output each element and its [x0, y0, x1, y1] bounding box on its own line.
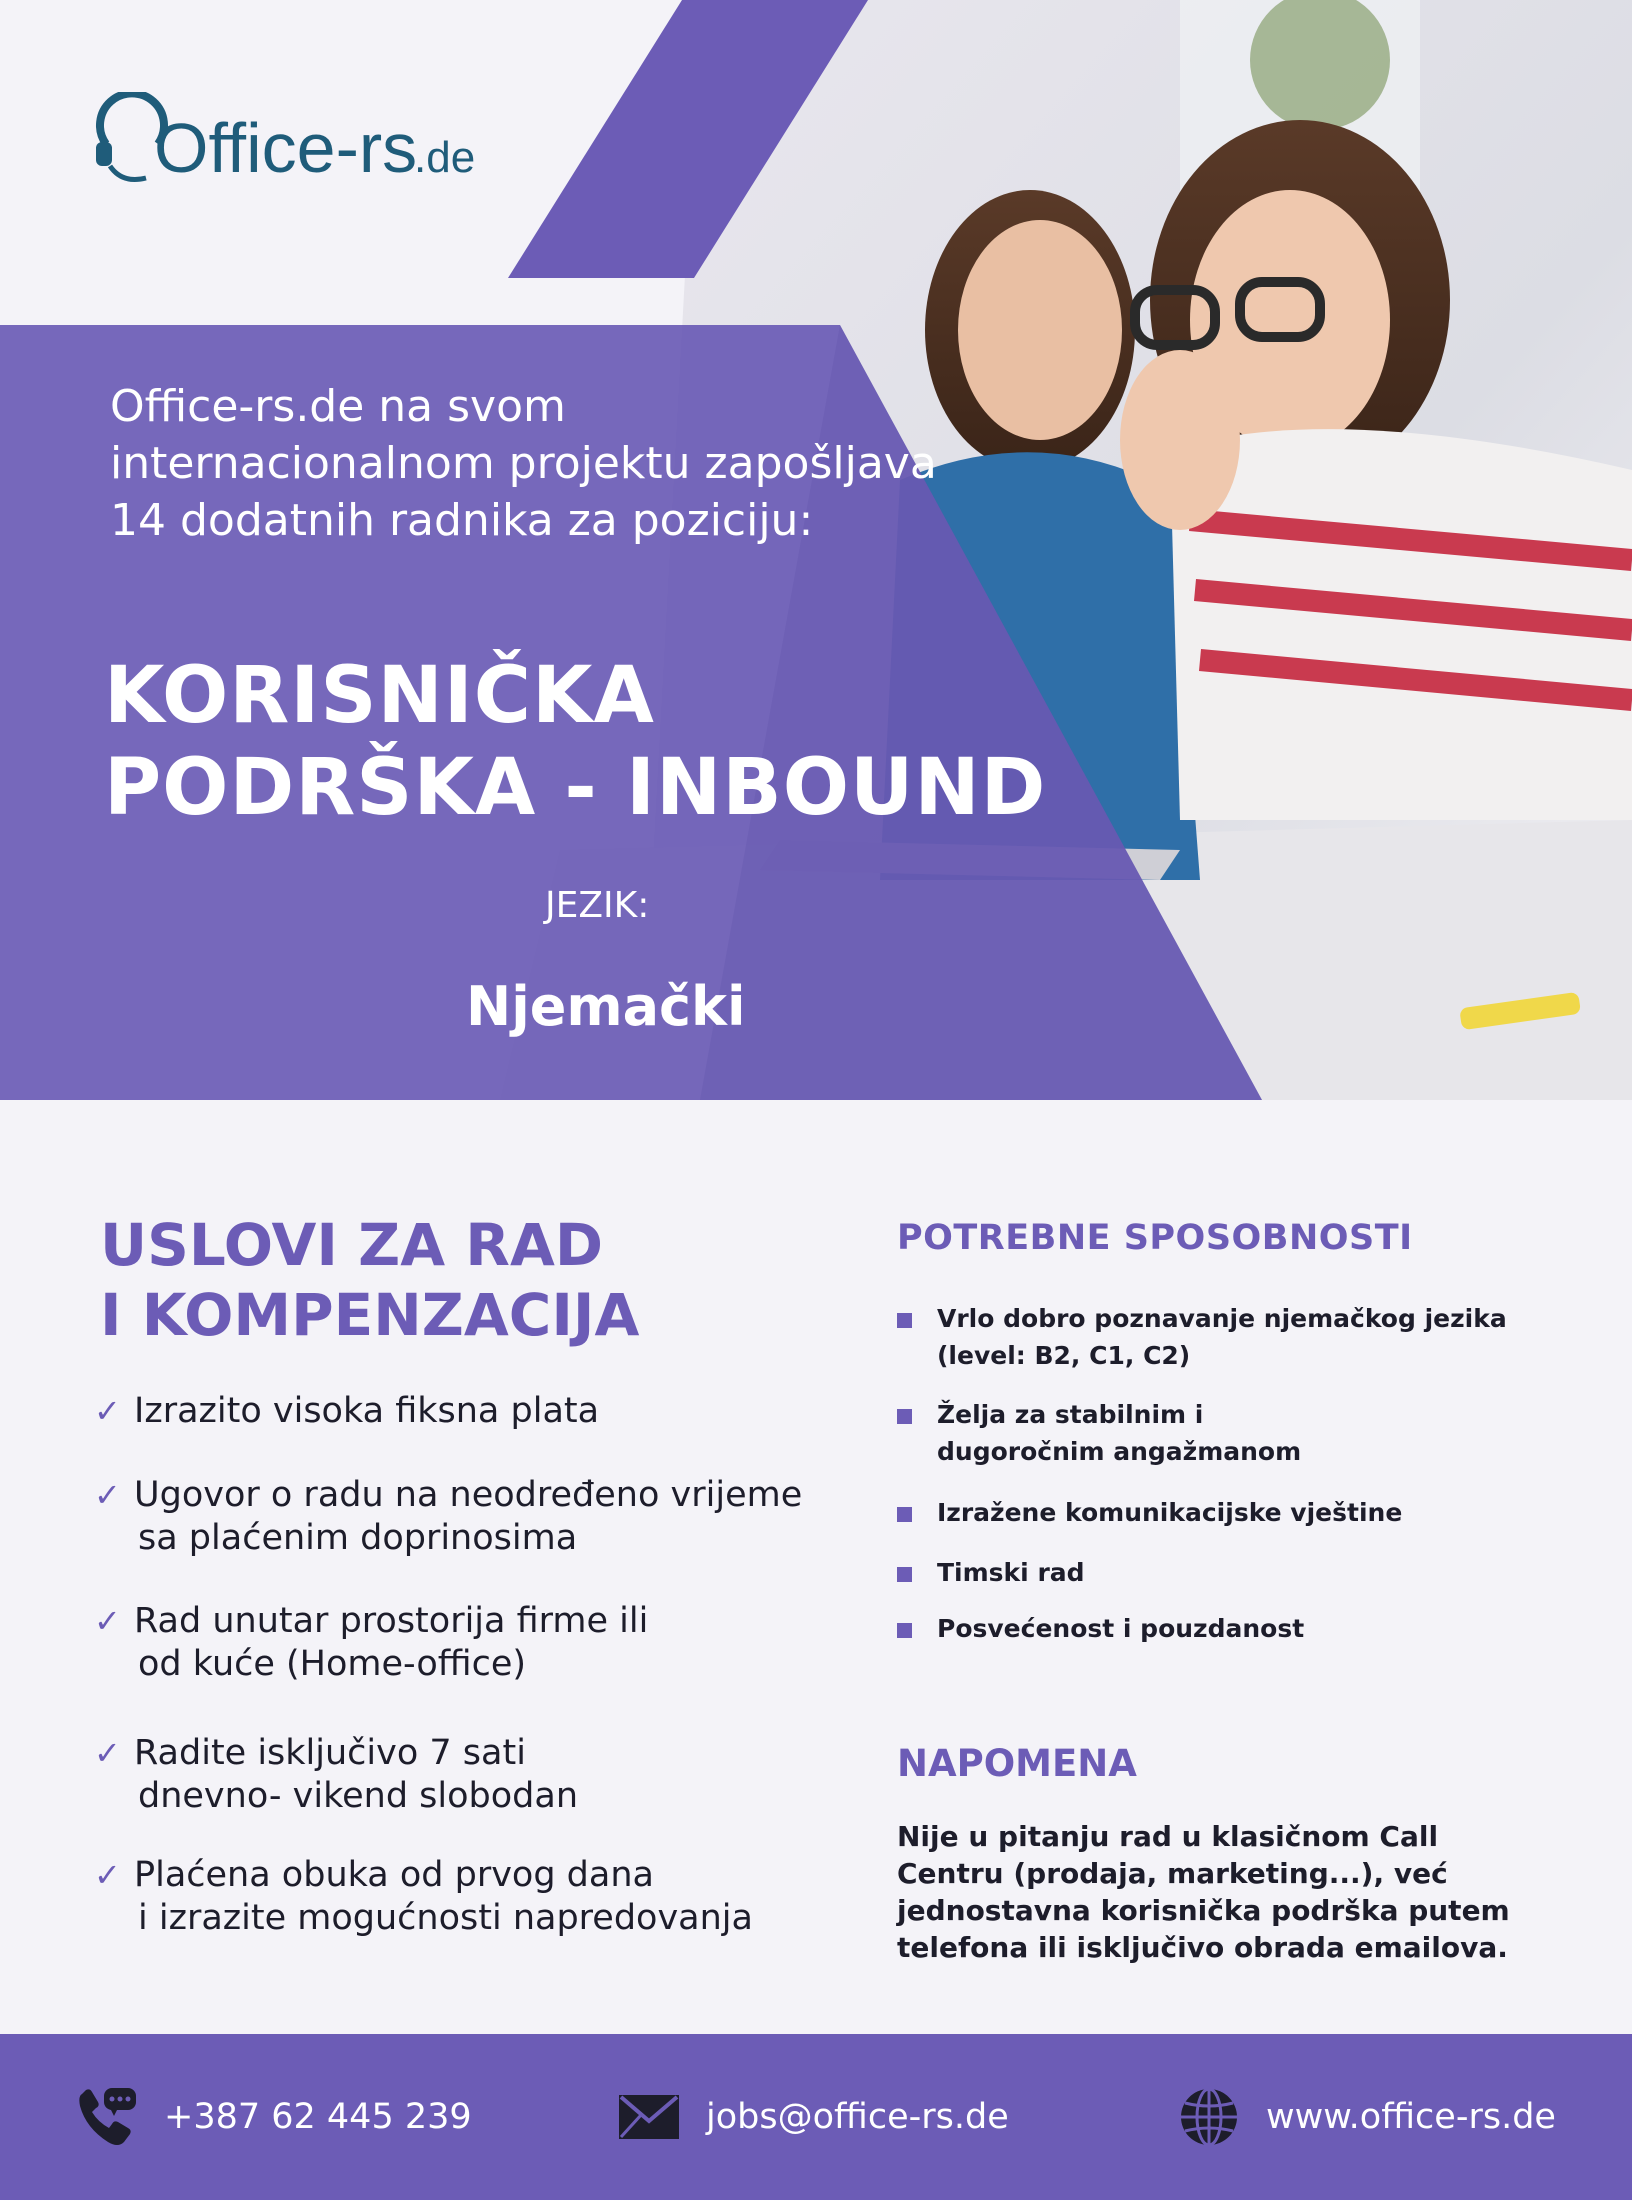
logo-suffix: .de: [414, 133, 476, 182]
condition-text: Plaćena obuka od prvog dana: [134, 1855, 654, 1895]
condition-text: Izrazito visoka fiksna plata: [134, 1391, 600, 1431]
condition-text: Radite isključivo 7 sati: [134, 1733, 526, 1773]
phone-chat-icon: [74, 2084, 140, 2150]
skill-text: Vrlo dobro poznavanje njemačkog jezika: [937, 1304, 1507, 1333]
skill-item: [897, 1396, 1537, 1470]
job-title-line2: PODRŠKA - INBOUND: [104, 743, 1047, 833]
condition-item: [94, 1600, 894, 1686]
square-bullet-icon: [897, 1567, 912, 1582]
condition-text-cont: sa plaćenim doprinosima: [138, 1518, 578, 1558]
skill-text-cont: (level: B2, C1, C2): [937, 1341, 1191, 1370]
condition-text-cont: od kuće (Home-office): [138, 1644, 527, 1684]
skill-text: Timski rad: [937, 1558, 1085, 1587]
skill-text: Izražene komunikacijske vještine: [937, 1498, 1403, 1527]
skill-item: [897, 1494, 1537, 1531]
note-text: Nije u pitanju rad u klasičnom Call Centru (prodaja, marketing...), već jednostavna korisnička podrška putem telefona ili isključivo obrada emailova.: [897, 1820, 1510, 1964]
skill-item: [897, 1300, 1537, 1374]
conditions-heading: [100, 1210, 860, 1350]
contact-email[interactable]: [616, 2034, 1009, 2200]
check-icon: ✓: [94, 1602, 121, 1640]
square-bullet-icon: [897, 1623, 912, 1638]
office-rs-logo: [92, 92, 512, 192]
check-icon: ✓: [94, 1392, 121, 1430]
phone-number: +387 62 445 239: [164, 2097, 472, 2137]
skill-item: [897, 1610, 1537, 1647]
skills-heading: POTREBNE SPOSOBNOSTI: [897, 1218, 1413, 1258]
website-url: www.office-rs.de: [1266, 2097, 1556, 2137]
job-title-line1: KORISNIČKA: [104, 651, 655, 741]
conditions-heading-line1: USLOVI ZA RAD: [100, 1211, 603, 1279]
square-bullet-icon: [897, 1409, 912, 1424]
intro-text: Office-rs.de na svom internacionalnom projektu zapošljava 14 dodatnih radnika za poziciju:: [110, 381, 937, 546]
logo-mark: [92, 92, 512, 192]
check-icon: ✓: [94, 1476, 121, 1514]
conditions-heading-line2: I KOMPENZACIJA: [100, 1281, 640, 1349]
language-label: JEZIK:: [545, 885, 650, 926]
skill-text: Želja za stabilnim i: [937, 1400, 1204, 1429]
condition-item: [94, 1732, 894, 1818]
square-bullet-icon: [897, 1313, 912, 1328]
envelope-icon: [616, 2084, 682, 2150]
contact-phone[interactable]: [74, 2034, 472, 2200]
email-address: jobs@office-rs.de: [706, 2097, 1009, 2137]
contact-website[interactable]: [1176, 2034, 1556, 2200]
skill-text: Posvećenost i pouzdanost: [937, 1614, 1305, 1643]
condition-text-cont: i izrazite mogućnosti napredovanja: [138, 1898, 753, 1938]
condition-text: Rad unutar prostorija firme ili: [134, 1601, 649, 1641]
square-bullet-icon: [897, 1507, 912, 1522]
job-title: [104, 650, 1084, 834]
note-heading: NAPOMENA: [897, 1742, 1137, 1785]
check-icon: ✓: [94, 1734, 121, 1772]
skill-text-cont: dugoročnim angažmanom: [937, 1437, 1302, 1466]
condition-item: [94, 1390, 894, 1433]
skill-item: [897, 1554, 1537, 1591]
condition-text: Ugovor o radu na neodređeno vrijeme: [134, 1475, 803, 1515]
globe-icon: [1176, 2084, 1242, 2150]
check-icon: ✓: [94, 1856, 121, 1894]
logo-text: Office-rs: [154, 109, 418, 187]
contact-footer: [0, 2034, 1632, 2200]
condition-item: [94, 1854, 894, 1940]
condition-text-cont: dnevno- vikend slobodan: [138, 1776, 579, 1816]
language-value: Njemački: [466, 975, 746, 1038]
condition-item: [94, 1474, 894, 1560]
